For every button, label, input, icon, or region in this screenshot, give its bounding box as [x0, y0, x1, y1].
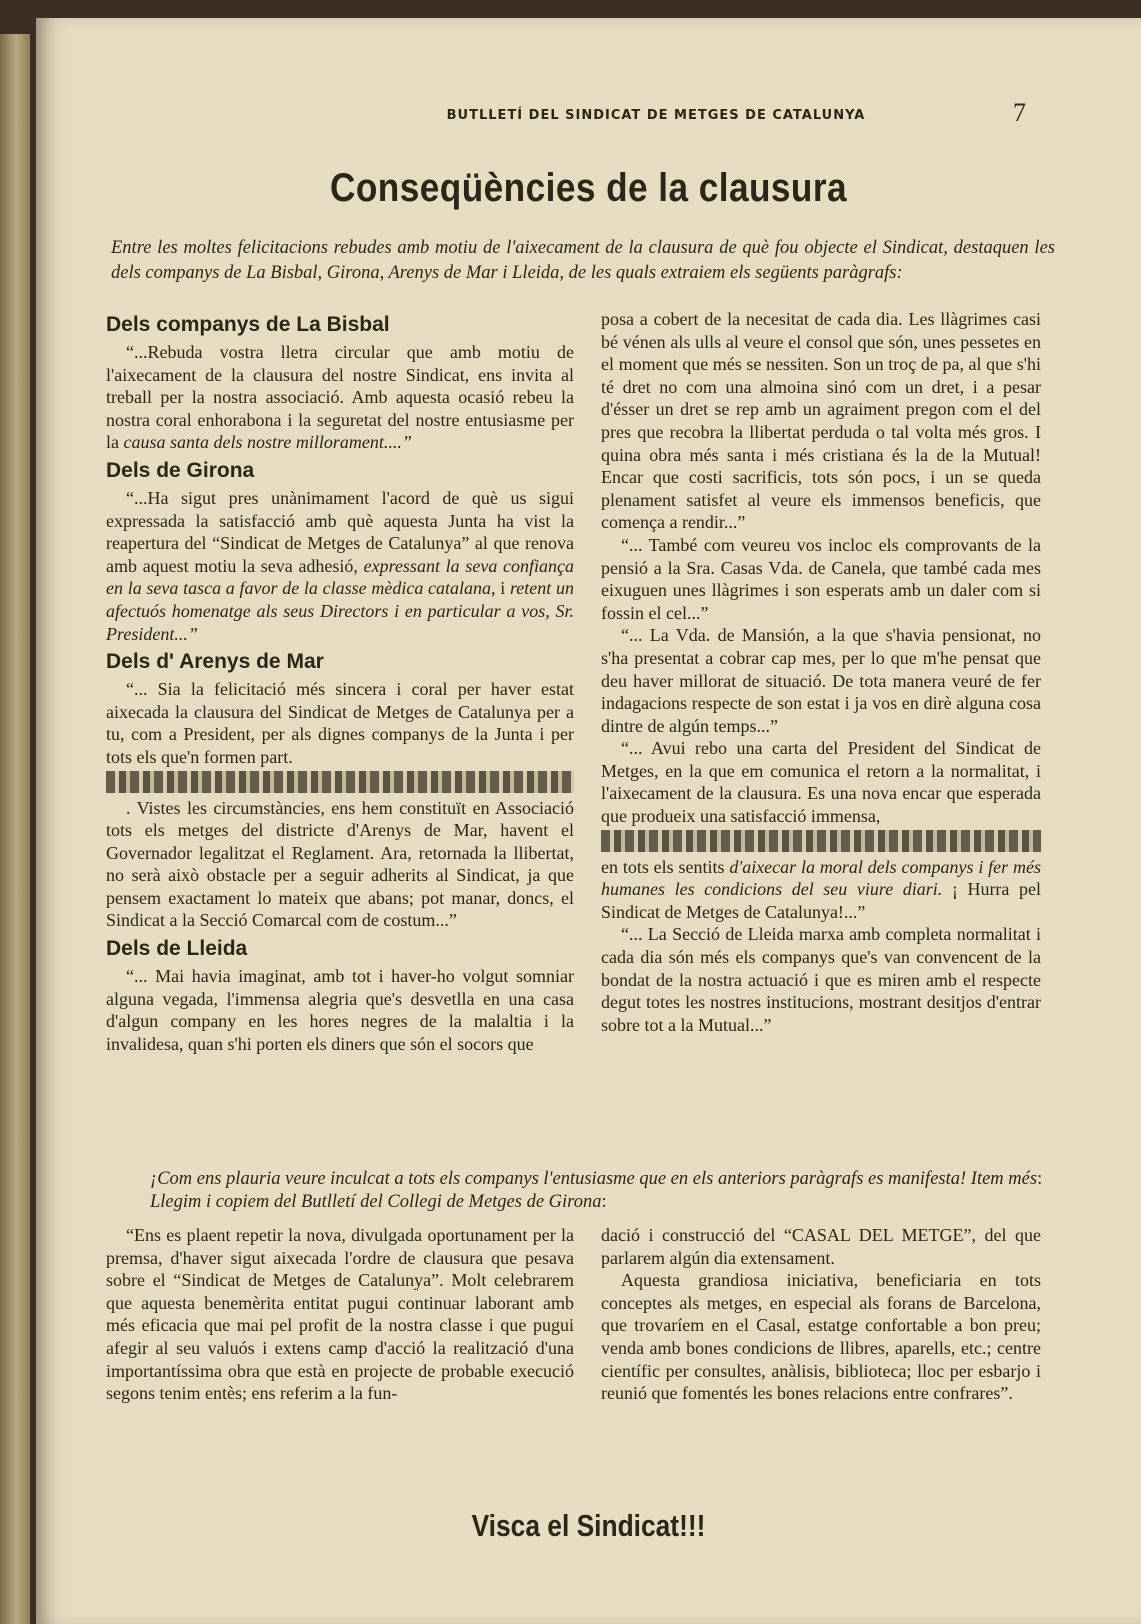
paragraph-right-1: posa a cobert de la necesitat de cada dia. Les llàgrimes casi bé vénen als ulls al veure el consol que són, unes pessetes en el moment que més se nessiten. Son un troç de pa, al que s'hi té dret no com una almoina sinó com un dret, i a pesar d'ésser un dret se rep amb un agraiment pregon com el del pres que recobra la llibertat perduda o tal volta més gros. I quina obra més santa i més cristiana és la de la Mutual! Encar que costi sacrificis, tots són pocs, i un se queda plenament satisfet al veure els immensos beneficis, que comença a rendir...”: [601, 309, 1041, 533]
paragraph-bottom-right-1: dació i construcció del “CASAL DEL METGE”, del que parlarem algún dia extensament.: [601, 1225, 1041, 1268]
text: “...Ha sigut pres unànimament l'acord de què us sigui expressada la satisfacció amb què aquesta Junta ha vist la reapertura del “Sindicat de Metges de Catalunya” al que renova amb aquest motiu la seva adhesió,: [106, 487, 574, 576]
paragraph-right-5: [601, 856, 1041, 924]
heading-lleida: Dels de Lleida: [106, 937, 248, 961]
paragraph-right-3: “... La Vda. de Mansión, a la que s'havia pensionat, no s'ha presentat a cobrar cap mes, per lo que m'he pensat que deu haver millorat de situació. De tota manera veuré de fer indagacions respecte de son estat i ja vos en dirè alguna cosa dintre de algún temps...”: [601, 625, 1041, 736]
paragraph-right-4: “... Avui rebo una carta del President del Sindicat de Metges, en la que em comunica el retorn a la normalitat, i l'aixecament de la clausura. Es una nova encar que esperada que produeix una satisfacció immensa,: [601, 738, 1041, 827]
text: :: [1037, 1169, 1043, 1189]
text: en tots els sentits: [601, 856, 730, 877]
italic-text: d'aixecar la moral dels companys i fer més humanes les condicions del seu viure diari.: [601, 856, 1041, 900]
text: “...Rebuda vostra lletra circular que amb motiu de l'aixecament de la clausura del nostre Sindicat, ens invita al treball per la nostra associació. Amb aquesta ocasió rebeu la nostra coral enhorabona i la seguretat del nostre entusiasme per la: [106, 342, 574, 453]
interlude: [150, 1168, 1055, 1214]
paragraph-girona: [106, 487, 574, 645]
article-intro: Entre les moltes felicitacions rebudes amb motiu de l'aixecament de la clausura de què fou objecte el Sindicat, destaquen les dels companys de La Bisbal, Girona, Arenys de Mar i Lleida, de les quals extraiem els següents paràgrafs:: [111, 238, 1055, 283]
facing-page-edge: [0, 34, 30, 1624]
article-title: Conseqüències de la clausura: [329, 166, 848, 210]
text: , i: [491, 578, 510, 599]
heading-bisbal: Dels companys de La Bisbal: [106, 313, 390, 336]
paragraph-right-2: “... També com veureu vos incloc els comprovants de la pensió a la Sra. Casas Vda. de Canela, que també cada mes eixuguen unes llàgrimes i son esperats amb un daler com si fossin el cel...”: [601, 534, 1041, 623]
paragraph-arenys-2: . Vistes les circumstàncies, ens hem constituït en Associació tots els metges del districte d'Arenys de Mar, havent el Governador legalitzat el Reglament. Ara, retornada la llibertat, no serà això obstacle per a seguir adherits al Sindicat, ja que pensem exactament lo mateix que abans; pot manar, doncs, el Sindicat a la Secció Comarcal com de costum...”: [106, 797, 574, 931]
heading-arenys: Dels d' Arenys de Mar: [106, 650, 324, 674]
paragraph-lleida: “... Mai havia imaginat, amb tot i haver-ho volgut somniar alguna vegada, l'immensa alegria que's desvetlla en una casa d'algun company en les hores negres de la malaltia i la invalidesa, quan s'hi porten els diners que són el socors que: [106, 966, 574, 1054]
paragraph-bottom-left: “Ens es plaent repetir la nova, divulgada oportunament per la premsa, d'haver sigut aixecada l'ordre de clausura que pesava sobre el “Sindicat de Metges de Catalunya”. Molt celebrarem que aquesta benemèrita entitat pugui continuar laborant amb més eficacia que mai pel profit de la nostra classe i que pugui afegir al seu valuós i extens camp d'acció la realització d'una importantíssima obra que està en projecte de probable execució segons tenim entès; ens referim a la fun-: [106, 1225, 574, 1404]
heading-girona: Dels de Girona: [106, 458, 255, 482]
text: ¡ Hurra pel Sindicat de Metges de Catalunya!...”: [601, 879, 1041, 922]
right-column: [601, 308, 1041, 1036]
text: :: [601, 1192, 607, 1212]
left-column: [106, 308, 574, 1055]
paragraph-bottom-right-2: Aquesta grandiosa iniciativa, beneficiaria en tots conceptes als metges, en especial als forans de Barcelona, que trovaríem en el Casal, estatge confortable a bon preu; venda amb bones condicions de llibres, aparells, etc.; centre científic per consultes, anàlisis, biblioteca; lloc per esbarjo i reunió que fomentés les bones relacions entre confrares”.: [601, 1270, 1041, 1404]
censored-smear: [601, 830, 1041, 852]
text: ¡Com ens plauria veure inculcat a tots els companys l'entusiasme que en els anteriors paràgrafs es manifesta! Item més: [150, 1169, 1038, 1189]
paragraph-bisbal: [106, 341, 574, 454]
paragraph-right-6: “... La Secció de Lleida marxa amb completa normalitat i cada dia són més els companys que's van convencent de la bondat de la nostra actuació i que es miren amb el respecte degut totes les nostres institucions, mostrant desitjos d'entrar sobre tot a la Mutual...”: [601, 924, 1041, 1035]
bottom-right-column: [601, 1224, 1041, 1405]
italic-text: retent un afectuós homenatge als seus Directors i en particular a vos, Sr. President...”: [106, 578, 574, 644]
journal-page: [36, 18, 1141, 1624]
paragraph-arenys-1: “... Sia la felicitació més sincera i coral per haver estat aixecada la clausura del Sindicat de Metges de Catalunya per a tu, com a President, per als dignes companys de la Junta i per tots els que'n formen part.: [106, 679, 574, 767]
censored-smear: [106, 771, 574, 793]
bottom-left-column: [106, 1224, 574, 1405]
running-header: BUTLLETÍ DEL SINDICAT DE METGES DE CATALUNYA: [446, 108, 866, 123]
page-number: 7: [1013, 98, 1026, 127]
italic-text: expressant la seva confiança en la seva tasca a favor de la classe mèdica catalana: [106, 555, 574, 599]
closing-slogan: Visca el Sindicat!!!: [471, 1508, 706, 1543]
text: Llegim i copiem del Butlletí del Collegi de Metges de Girona: [150, 1192, 602, 1212]
italic-text: causa santa dels nostre millorament....”: [123, 432, 412, 453]
